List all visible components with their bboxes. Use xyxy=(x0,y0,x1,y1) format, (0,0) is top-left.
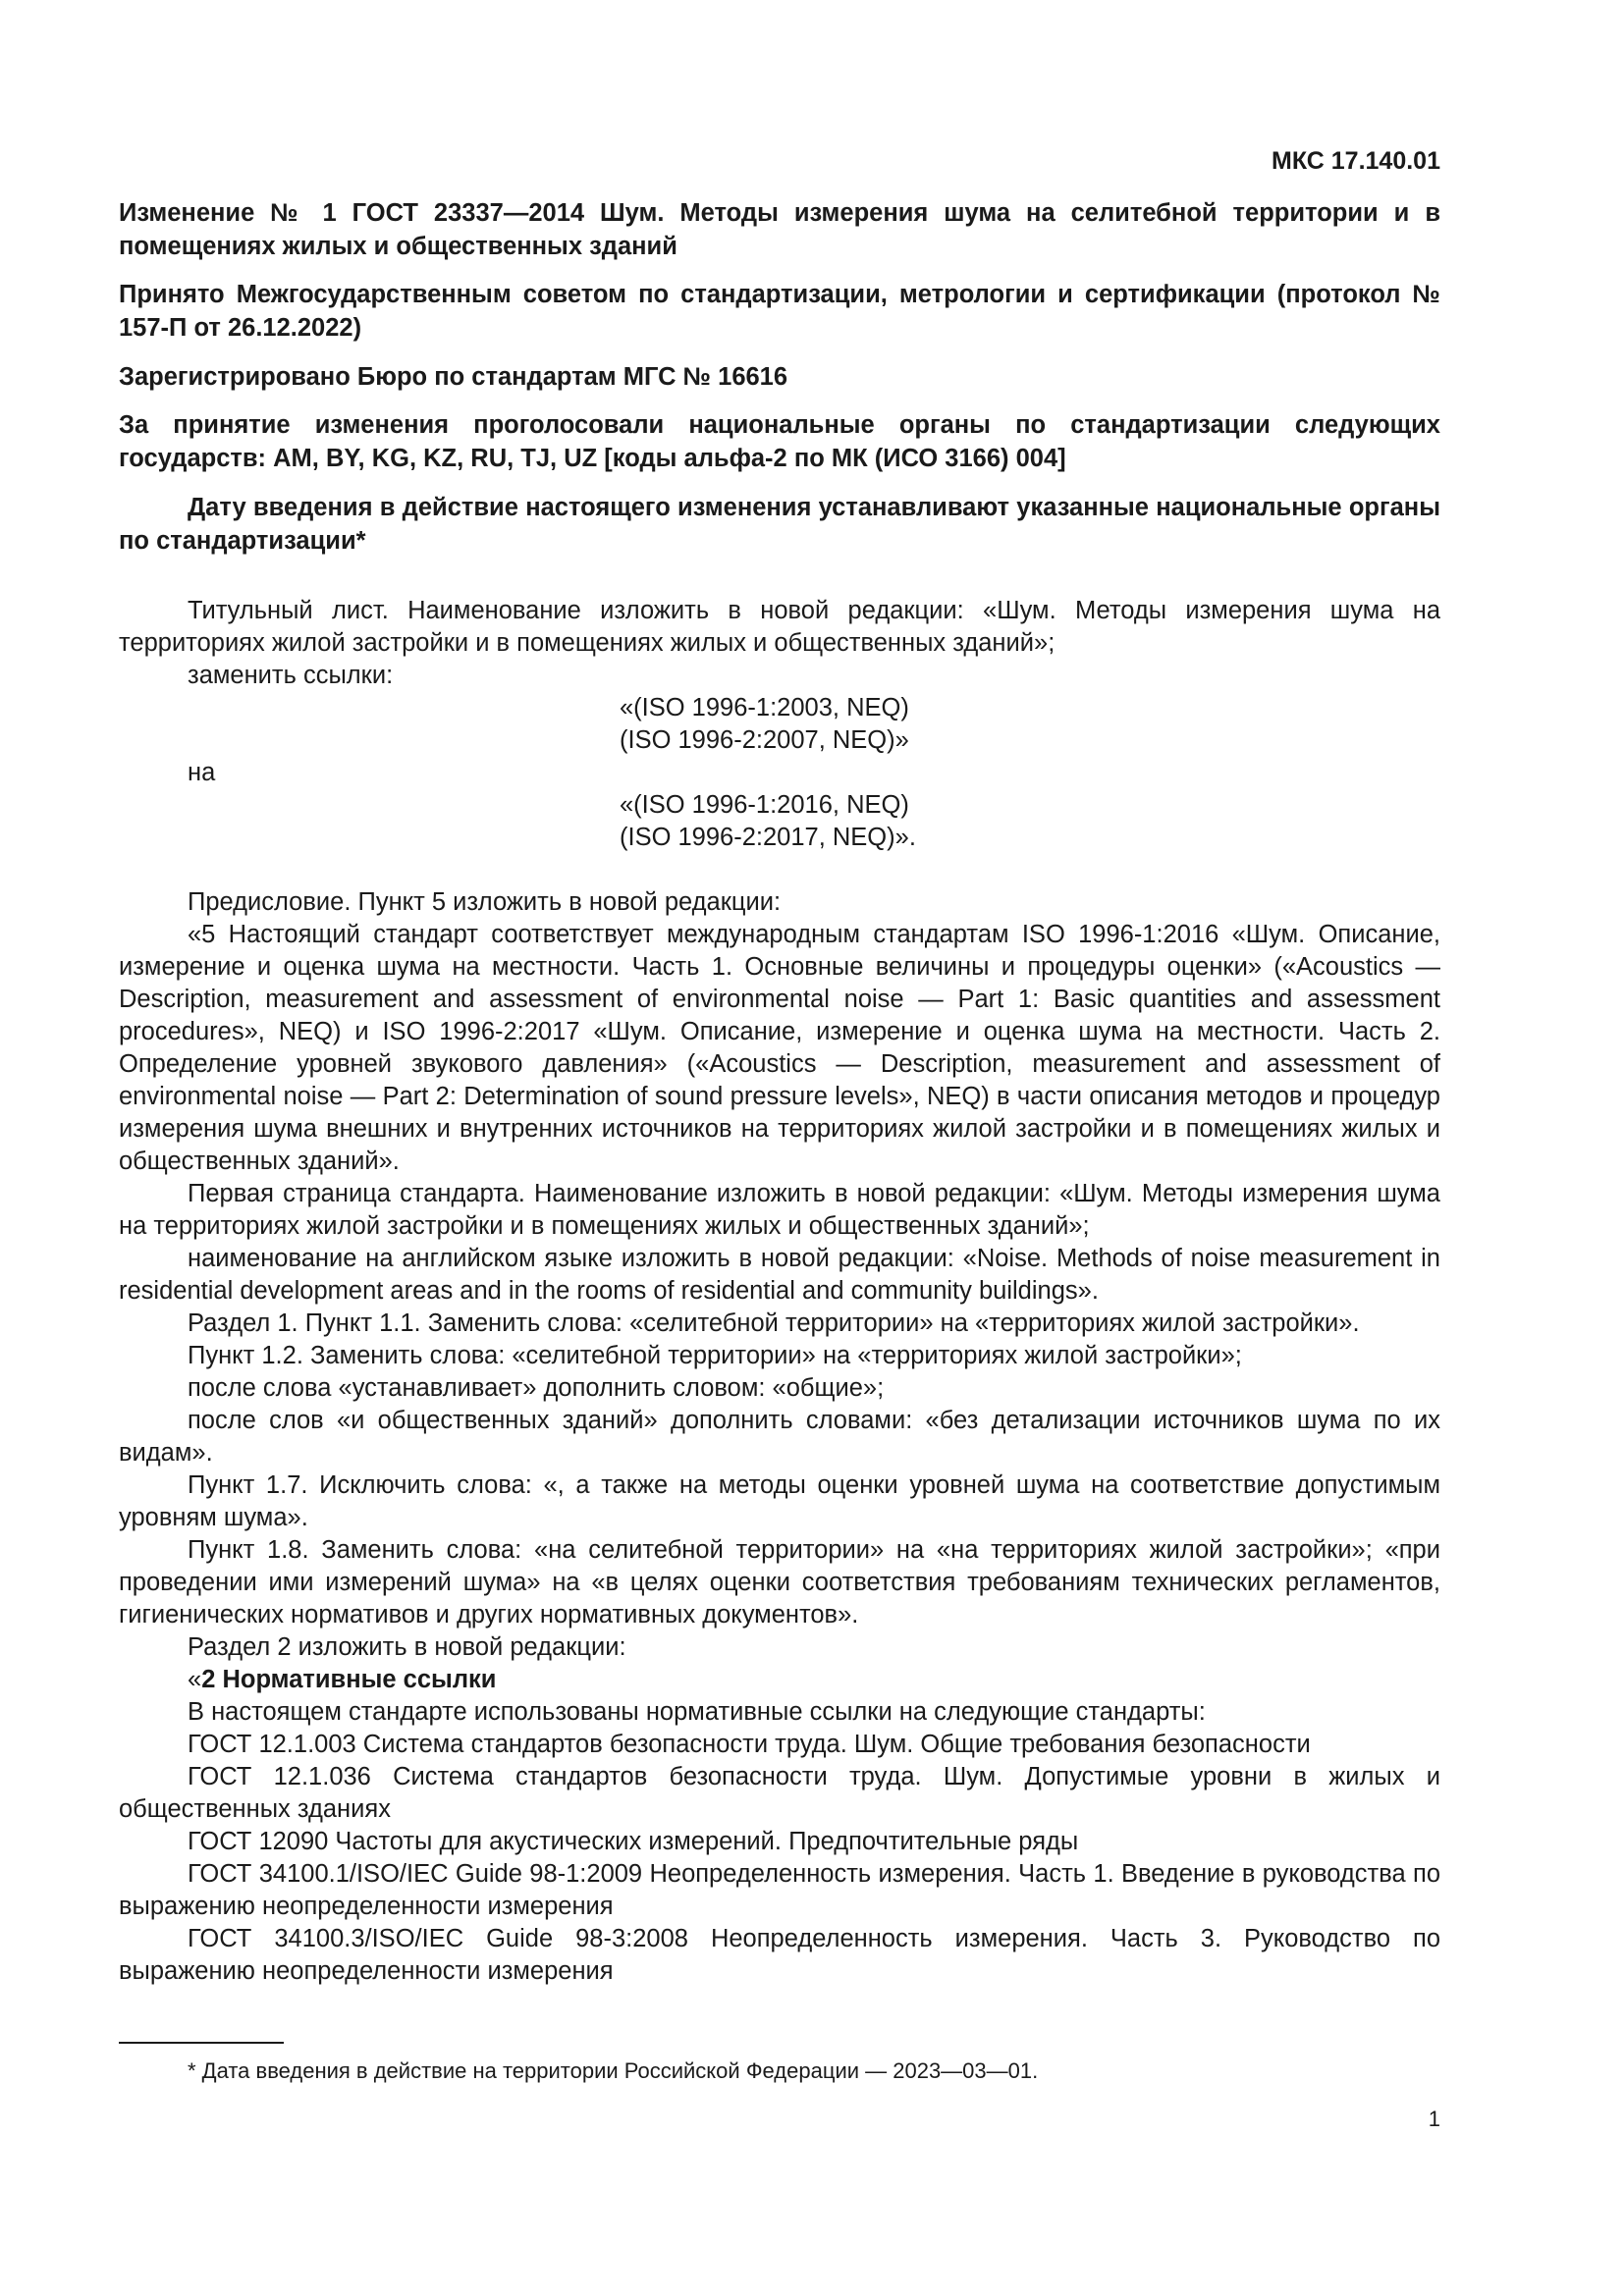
document-body xyxy=(119,595,1440,1988)
paragraph: после слов «и общественных зданий» дополнить словами: «без детализации источников шума по их видам». xyxy=(119,1407,1440,1467)
adopted-note: Принято Межгосударственным советом по стандартизации, метрологии и сертификации (протокол № 157-П от 26.12.2022) xyxy=(119,281,1440,342)
paragraph: Пункт 1.7. Исключить слова: «, а также на методы оценки уровней шума на соответствие допустимым уровням шума». xyxy=(119,1471,1440,1531)
paragraph: ГОСТ 12.1.036 Система стандартов безопасности труда. Шум. Допустимые уровни в жилых и общественных зданиях xyxy=(119,1763,1440,1823)
paragraph: после слова «устанавливает» дополнить словом: «общие»; xyxy=(188,1374,885,1402)
section-heading: 2 Нормативные ссылки xyxy=(201,1666,497,1693)
paragraph: Пункт 1.8. Заменить слова: «на селитебной территории» на «на территориях жилой застройки»; «при проведении ими измерений шума» на «в целях оценки соответствия требованиям технических регламентов, гигиенических нормативов и других нормативных документов». xyxy=(119,1536,1440,1629)
old-references xyxy=(119,692,1440,757)
paragraph: заменить ссылки: xyxy=(188,662,394,689)
paragraph: ГОСТ 34100.3/ISO/IEC Guide 98-3:2008 Неопределенность измерения. Часть 3. Руководство по выражению неопределенности измерения xyxy=(119,1925,1440,1985)
paragraph: на xyxy=(188,759,216,786)
quote-mark: « xyxy=(188,1666,202,1693)
paragraph: Титульный лист. Наименование изложить в новой редакции: «Шум. Методы измерения шума на территориях жилой застройки и в помещениях жилых и общественных зданий»; xyxy=(119,597,1440,657)
footnote-divider xyxy=(119,2042,284,2044)
section-heading-line xyxy=(119,1664,1440,1696)
paragraph: Раздел 2 изложить в новой редакции: xyxy=(188,1633,626,1661)
reference-line: «(ISO 1996-1:2003, NEQ) xyxy=(620,694,909,721)
paragraph: ГОСТ 12090 Частоты для акустических измерений. Предпочтительные ряды xyxy=(188,1828,1079,1855)
paragraph: наименование на английском языке изложить в новой редакции: «Noise. Methods of noise measurement in residential development areas and in the rooms of residential and community buildings». xyxy=(119,1245,1440,1305)
paragraph: Предисловие. Пункт 5 изложить в новой редакции: xyxy=(188,888,782,916)
reference-line: (ISO 1996-2:2007, NEQ)» xyxy=(620,726,909,754)
voted-note: За принятие изменения проголосовали национальные органы по стандартизации следующих государств: AM, BY, KG, KZ, RU, TJ, UZ [коды альфа-2 по МК (ИСО 3166) 004] xyxy=(119,411,1440,472)
mks-code: МКС 17.140.01 xyxy=(1272,147,1440,175)
paragraph: Пункт 1.2. Заменить слова: «селитебной территории» на «территориях жилой застройки»; xyxy=(188,1342,1242,1369)
spacer xyxy=(119,854,1440,886)
footnote: * Дата введения в действие на территории Российской Федерации — 2023—03—01. xyxy=(188,2058,1039,2083)
page-number: 1 xyxy=(1428,2107,1440,2131)
paragraph: Первая страница стандарта. Наименование изложить в новой редакции: «Шум. Методы измерения шума на территориях жилой застройки и в помещениях жилых и общественных зданий»; xyxy=(119,1180,1440,1240)
paragraph: ГОСТ 12.1.003 Система стандартов безопасности труда. Шум. Общие требования безопасности xyxy=(188,1731,1311,1758)
reference-line: (ISO 1996-2:2017, NEQ)». xyxy=(620,824,916,851)
paragraph: Раздел 1. Пункт 1.1. Заменить слова: «селитебной территории» на «территориях жилой застройки». xyxy=(188,1309,1360,1337)
registered-note: Зарегистрировано Бюро по стандартам МГС № 16616 xyxy=(119,363,788,391)
paragraph: «5 Настоящий стандарт соответствует международным стандартам ISO 1996-1:2016 «Шум. Описание, измерение и оценка шума на местности. Часть 1. Основные величины и процедуры оценки» («Acoustics — Description, measurement and assessment of environmental noise — Part 1: Basic quantities and assessment procedures», NEQ) и ISO 1996-2:2017 «Шум. Описание, измерение и оценка шума на местности. Часть 2. Определение уровней звукового давления» («Acoustics — Description, measurement and assessment of environmental noise — Part 2: Determination of sound pressure levels», NEQ) в части описания методов и процедур измерения шума внешних и внутренних источников на территориях жилой застройки и в помещениях жилых и общественных зданий». xyxy=(119,921,1440,1175)
effective-date-note: Дату введения в действие настоящего изменения устанавливают указанные национальные органы по стандартизации* xyxy=(119,494,1440,555)
paragraph: В настоящем стандарте использованы нормативные ссылки на следующие стандарты: xyxy=(188,1698,1206,1726)
amendment-title: Изменение № 1 ГОСТ 23337—2014 Шум. Методы измерения шума на селитебной территории и в помещениях жилых и общественных зданий xyxy=(119,199,1440,260)
reference-line: «(ISO 1996-1:2016, NEQ) xyxy=(620,791,909,819)
paragraph: ГОСТ 34100.1/ISO/IEC Guide 98-1:2009 Неопределенность измерения. Часть 1. Введение в руководства по выражению неопределенности измерения xyxy=(119,1860,1440,1920)
new-references xyxy=(119,789,1440,854)
